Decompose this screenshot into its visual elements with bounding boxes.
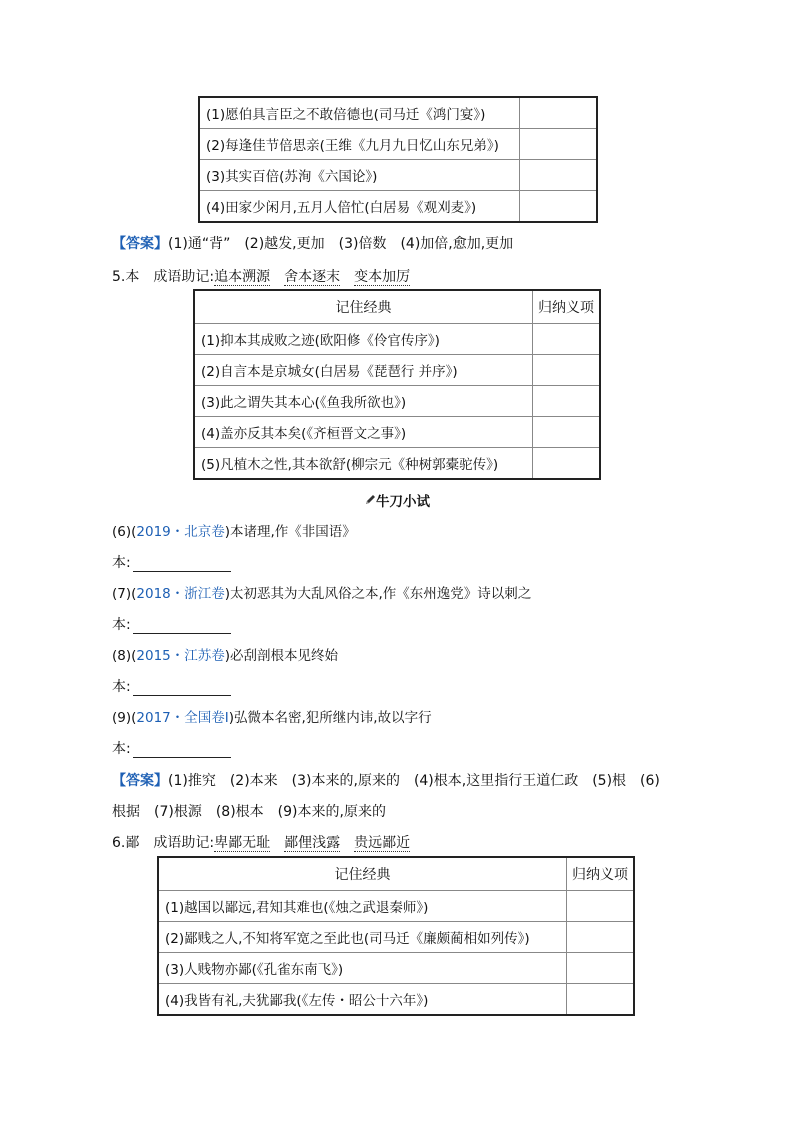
- answer-text: 根据 (7)根源 (8)根本 (9)本来的,原来的: [112, 804, 386, 820]
- idiom: 卑鄙无耻: [214, 835, 271, 851]
- blank-label: 本:: [112, 741, 131, 757]
- item-text: )太初恶其为大乱风俗之本,作《东州逸党》诗以刺之: [224, 586, 532, 602]
- answer-cell[interactable]: [533, 417, 600, 448]
- answer-cell[interactable]: [520, 129, 597, 160]
- table-cell: (3)此之谓失其本心(《鱼我所欲也》): [195, 386, 533, 417]
- section-5-heading: [112, 266, 410, 286]
- table-row: [159, 953, 634, 984]
- table-row: [195, 386, 600, 417]
- table-cell: (2)自言本是京城女(白居易《琵琶行 并序》): [195, 355, 533, 386]
- header-cell: 记住经典: [195, 291, 533, 324]
- blank-label: 本:: [112, 555, 131, 571]
- source-label: 2015・江苏卷: [136, 648, 225, 664]
- table-row: [195, 417, 600, 448]
- practice-item: [112, 644, 338, 664]
- table-bi: [158, 857, 634, 1015]
- source-label: 2019・北京卷: [136, 524, 225, 540]
- answer-text: (1)推究 (2)本来 (3)本来的,原来的 (4)根本,这里指行王道仁政 (5)根 (6): [168, 773, 660, 789]
- practice-heading: [0, 490, 794, 510]
- table-cell: (4)盖亦反其本矣(《齐桓晋文之事》): [195, 417, 533, 448]
- table-cell: (2)每逢佳节倍思亲(王维《九月九日忆山东兄弟》): [200, 129, 520, 160]
- section-5-label: 5.本 成语助记:: [112, 269, 215, 285]
- table-cell: (1)愿伯具言臣之不敢倍德也(司马迁《鸿门宴》): [200, 98, 520, 129]
- table-cell: (2)鄙贱之人,不知将军宽之至此也(司马迁《廉颇蔺相如列传》): [159, 922, 567, 953]
- answer-cell[interactable]: [533, 386, 600, 417]
- answer-blank-line: [112, 676, 231, 696]
- answer-cell[interactable]: [533, 448, 600, 479]
- table-cell: (3)人贱物亦鄙(《孔雀东南飞》): [159, 953, 567, 984]
- section-6-label: 6.鄙 成语助记:: [112, 835, 215, 851]
- answer-text: (1)通“背” (2)越发,更加 (3)倍数 (4)加倍,愈加,更加: [168, 236, 514, 252]
- section-6-heading: [112, 832, 410, 852]
- table-cell: (5)凡植木之性,其本欲舒(柳宗元《种树郭橐驼传》): [195, 448, 533, 479]
- source-label: 2017・全国卷Ⅰ: [136, 710, 229, 726]
- answer-line-2-cont: [112, 801, 386, 821]
- answer-tag: 【答案】: [112, 773, 168, 789]
- item-number: (9)(: [112, 710, 137, 726]
- answer-blank-line: [112, 614, 231, 634]
- table-row: [200, 98, 597, 129]
- idiom: 舍本逐末: [284, 269, 341, 285]
- idiom: 追本溯源: [214, 269, 271, 285]
- item-number: (8)(: [112, 648, 137, 664]
- table-cell: (1)越国以鄙远,君知其难也(《烛之武退秦师》): [159, 891, 567, 922]
- table-bei: [199, 97, 597, 222]
- table-row: [200, 191, 597, 222]
- answer-line-2: [112, 770, 660, 790]
- table-cell: (3)其实百倍(苏洵《六国论》): [200, 160, 520, 191]
- fill-blank[interactable]: [133, 743, 231, 758]
- header-cell: 记住经典: [159, 858, 567, 891]
- item-text: )本诸理,作《非国语》: [224, 524, 356, 540]
- fill-blank[interactable]: [133, 619, 231, 634]
- header-cell: 归纳义项: [567, 858, 634, 891]
- answer-cell[interactable]: [533, 324, 600, 355]
- fill-blank[interactable]: [133, 557, 231, 572]
- table-header-row: [159, 858, 634, 891]
- source-label: 2018・浙江卷: [136, 586, 225, 602]
- blank-label: 本:: [112, 679, 131, 695]
- table-row: [195, 355, 600, 386]
- table-cell: (4)我皆有礼,夫犹鄙我(《左传・昭公十六年》): [159, 984, 567, 1015]
- table-row: [200, 129, 597, 160]
- table-header-row: [195, 291, 600, 324]
- pencil-icon: [364, 494, 376, 510]
- answer-cell[interactable]: [567, 922, 634, 953]
- table-row: [159, 922, 634, 953]
- answer-tag: 【答案】: [112, 236, 168, 252]
- answer-cell[interactable]: [567, 891, 634, 922]
- answer-cell[interactable]: [520, 191, 597, 222]
- table-row: [195, 448, 600, 479]
- answer-cell[interactable]: [520, 98, 597, 129]
- answer-blank-line: [112, 738, 231, 758]
- practice-item: [112, 520, 356, 540]
- practice-title: 牛刀小试: [376, 494, 430, 510]
- table-cell: (4)田家少闲月,五月人倍忙(白居易《观刈麦》): [200, 191, 520, 222]
- answer-cell[interactable]: [567, 953, 634, 984]
- answer-cell[interactable]: [533, 355, 600, 386]
- item-number: (7)(: [112, 586, 137, 602]
- idiom: 贵远鄙近: [354, 835, 411, 851]
- fill-blank[interactable]: [133, 681, 231, 696]
- practice-item: [112, 706, 432, 726]
- header-cell: 归纳义项: [533, 291, 600, 324]
- answer-cell[interactable]: [520, 160, 597, 191]
- item-number: (6)(: [112, 524, 137, 540]
- answer-cell[interactable]: [567, 984, 634, 1015]
- table-row: [200, 160, 597, 191]
- idiom: 鄙俚浅露: [284, 835, 341, 851]
- table-row: [159, 984, 634, 1015]
- item-text: )弘微本名密,犯所继内讳,故以字行: [228, 710, 432, 726]
- idiom: 变本加厉: [354, 269, 411, 285]
- blank-label: 本:: [112, 617, 131, 633]
- table-ben: [194, 290, 600, 479]
- practice-item: [112, 582, 531, 602]
- table-row: [195, 324, 600, 355]
- table-row: [159, 891, 634, 922]
- item-text: )必刮剖根本见终始: [224, 648, 339, 664]
- table-cell: (1)抑本其成败之迹(欧阳修《伶官传序》): [195, 324, 533, 355]
- answer-blank-line: [112, 552, 231, 572]
- answer-line-1: [112, 233, 513, 253]
